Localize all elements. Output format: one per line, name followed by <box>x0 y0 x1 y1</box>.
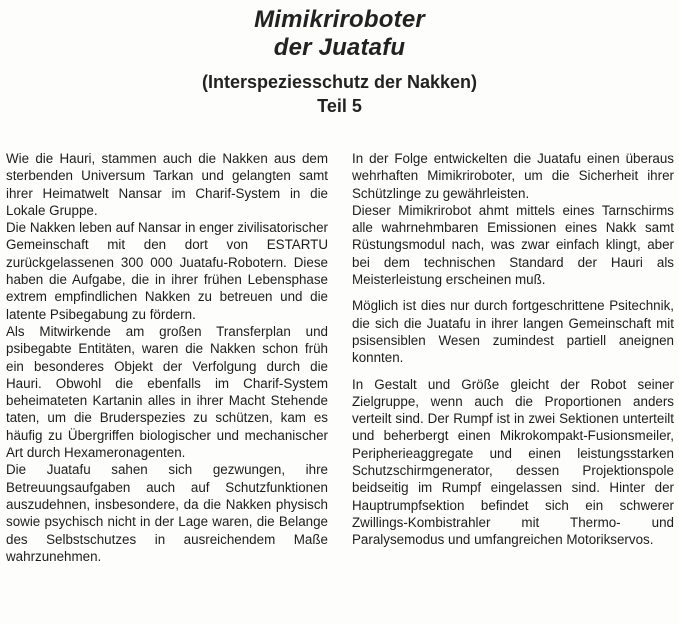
article-title <box>0 6 679 62</box>
subtitle-line-2: Teil 5 <box>317 96 362 116</box>
right-paragraph-1: In der Folge entwickelten die Juatafu einen überaus wehrhaften Mimikriroboter, um die Sicherheit ihrer Schützlinge zu gewährleisten. <box>352 151 674 201</box>
left-paragraph-2: Die Nakken leben auf Nansar in enger zivilisatorischer Gemeinschaft mit den dort von ESTARTU zurückgelassenen 300 000 Juatafu-Robotern. Diese haben die Aufgabe, die in ihrer frühen Lebensphase extrem empfindlichen Nakken zu betreuen und die latente Psibegabung zu fördern. <box>6 220 328 322</box>
subtitle-line-1: (Interspeziesschutz der Nakken) <box>201 72 478 92</box>
left-paragraph-1: Wie die Hauri, stammen auch die Nakken aus dem sterbenden Universum Tarkan und gelangten samt ihrer Heimatwelt Nansar im Charif-System in die Lokale Gruppe. <box>6 151 328 218</box>
left-paragraph-4: Die Juatafu sahen sich gezwungen, ihre Betreuungsaufgaben auch auf Schutzfunktionen auszudehnen, insbesondere, da die Nakken physisch sowie psychisch nicht in der Lage waren, die Belange des Selbstschutzes in ausreichendem Maße wahrzunehmen. <box>6 462 328 564</box>
title-line-2: der Juatafu <box>273 34 406 61</box>
right-text-column <box>352 150 674 549</box>
right-paragraph-2: Dieser Mimikrirobot ahmt mittels eines Tarnschirms alle wahrnehmbaren Emissionen eines Nakk samt Rüstungsmodul nach, was zwar einfach klingt, aber bei dem technischen Standard der Hauri als Meisterleistung erscheinen muß. <box>352 202 674 288</box>
right-paragraph-3: Möglich ist dies nur durch fortgeschrittene Psitechnik, die sich die Juatafu in ihrer langen Gemeinschaft mit psisensiblen Wesen zumindest partiell aneignen konnten. <box>352 298 674 366</box>
left-paragraph-3: Als Mitwirkende am großen Transferplan und psibegabte Entitäten, waren die Nakken schon früh ein besonderes Objekt der Verfolgung durch die Hauri. Obwohl die ebenfalls im Charif-System beheimateten Kartanin alles in ihrer Macht Stehende taten, um die Bruderspezies zu schützen, kam es häufig zu Übergriffen biologischer und mechanischer Art durch Hexameronagenten. <box>6 323 328 461</box>
title-line-1: Mimikriroboter <box>254 6 425 33</box>
article-subtitle <box>0 70 679 118</box>
left-text-column <box>6 150 328 565</box>
right-paragraph-4: In Gestalt und Größe gleicht der Robot seiner Zielgruppe, wenn auch die Proportionen anders verteilt sind. Der Rumpf ist in zwei Sektionen unterteilt und beherbergt einen Mikrokompakt-Fusionsmeiler, Peripherieaggregate und einen leistungsstarken Schutzschirmgenerator, dessen Projektionspole beidseitig im Rumpf eingelassen sind. Hinter der Hauptrumpfsektion befindet sich ein schwerer Zwillings-Kombistrahler mit Thermo- und Paralysemodus und umfangreichen Motorikservos. <box>352 376 674 548</box>
